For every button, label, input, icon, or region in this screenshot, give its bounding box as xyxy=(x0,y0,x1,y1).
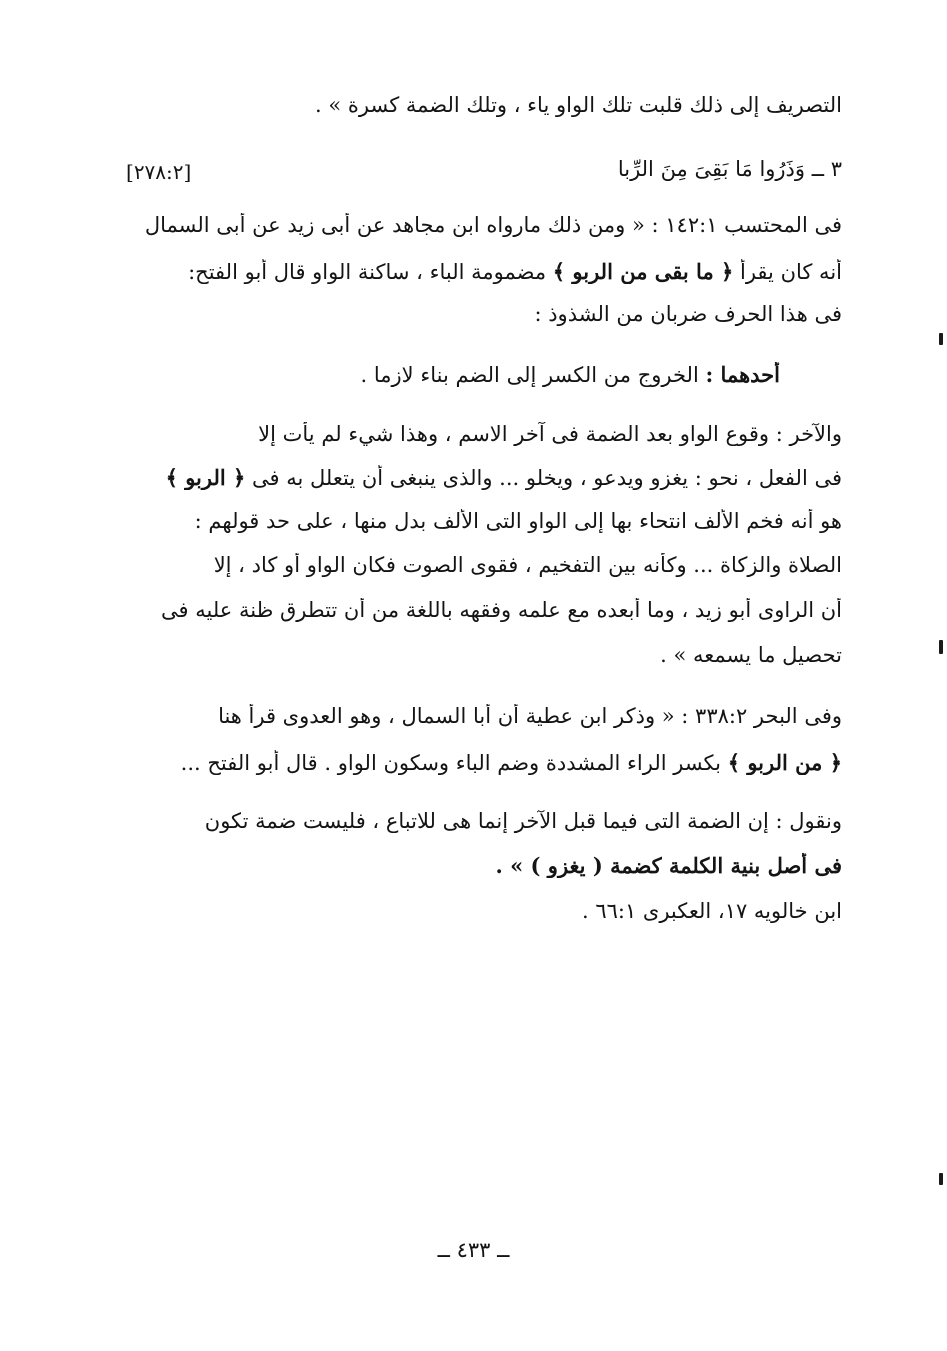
text-span: والآخر : وقوع الواو بعد الضمة فى آخر الاسم ، وهذا شيء لم يأت إلا xyxy=(258,422,842,446)
text-span: ابن خالويه ١٧، العكبرى ٦٦:١ . xyxy=(581,899,842,923)
quran-quote: ﴿ من الربو ﴾ xyxy=(727,750,842,775)
para1-line2 xyxy=(120,259,842,284)
para2-line xyxy=(120,362,780,387)
verse-line xyxy=(120,157,842,181)
para3-line6 xyxy=(120,643,842,667)
text-span: ونقول : إن الضمة التى فيما قبل الآخر إنما هى للاتباع ، فليست ضمة تكون xyxy=(204,809,842,833)
text-span: الخروج من الكسر إلى الضم بناء لازما . xyxy=(360,363,699,387)
text-line-1 xyxy=(120,93,842,117)
page-number: ــ ٤٣٣ ــ xyxy=(437,1238,510,1262)
para3-line2 xyxy=(120,465,842,490)
para4-line2 xyxy=(120,750,842,775)
text-span: فى هذا الحرف ضربان من الشذوذ : xyxy=(534,302,842,326)
bold-lead: أحدهما : xyxy=(705,362,780,387)
text-span: فى الفعل ، نحو : يغزو ويدعو ، ويخلو ... والذى ينبغى أن يتعلل به فى xyxy=(252,466,842,490)
text-span: الصلاة والزكاة ... وكأنه بين التفخيم ، فقوى الصوت فكان الواو أو كاد ، إلا xyxy=(213,553,842,577)
margin-mark xyxy=(939,1173,943,1185)
text-span: مضمومة الباء ، ساكنة الواو قال أبو الفتح: xyxy=(188,260,547,284)
margin-mark xyxy=(939,333,943,345)
para1-line3 xyxy=(120,302,842,326)
text-span: التصريف إلى ذلك قلبت تلك الواو ياء ، وتلك الضمة كسرة » . xyxy=(315,93,842,117)
text-span: هو أنه فخم الألف انتحاء بها إلى الواو التى الألف بدل منها ، على حد قولهم : xyxy=(194,509,842,533)
para3-line3 xyxy=(120,509,842,533)
quran-quote: ﴿ الربو ﴾ xyxy=(165,465,246,490)
para5-line1 xyxy=(120,809,842,833)
para3-line1 xyxy=(182,422,842,446)
para4-line1 xyxy=(120,704,842,728)
text-span: أنه كان يقرأ xyxy=(740,260,842,284)
text-span: تحصيل ما يسمعه » . xyxy=(660,643,842,667)
para3-line5 xyxy=(120,598,842,622)
margin-mark xyxy=(939,640,943,654)
text-span: وفى البحر ٣٣٨:٢ : « وذكر ابن عطية أن أبا السمال ، وهو العدوى قرأ هنا xyxy=(218,704,842,728)
quran-quote: ﴿ ما بقى من الربو ﴾ xyxy=(552,259,734,284)
text-span: بكسر الراء المشددة وضم الباء وسكون الواو . قال أبو الفتح ... xyxy=(180,751,722,775)
para6-line xyxy=(120,899,842,923)
para1-line1 xyxy=(120,213,842,237)
para3-line4 xyxy=(120,553,842,577)
bold-text: فى أصل بنية الكلمة كضمة ( يغزو ) » . xyxy=(495,853,842,878)
verse-reference: [٢٧٨:٢] xyxy=(126,160,192,184)
verse-text: ٣ ــ وَذَرُوا مَا بَقِىَ مِنَ الرِّبا xyxy=(617,157,842,181)
para5-line2 xyxy=(120,853,842,878)
text-span: أن الراوى أبو زيد ، وما أبعده مع علمه وفقهه باللغة من أن تتطرق ظنة عليه فى xyxy=(161,598,842,622)
text-span: فى المحتسب ١٤٢:١ : « ومن ذلك مارواه ابن مجاهد عن أبى زيد عن أبى السمال xyxy=(144,213,842,237)
